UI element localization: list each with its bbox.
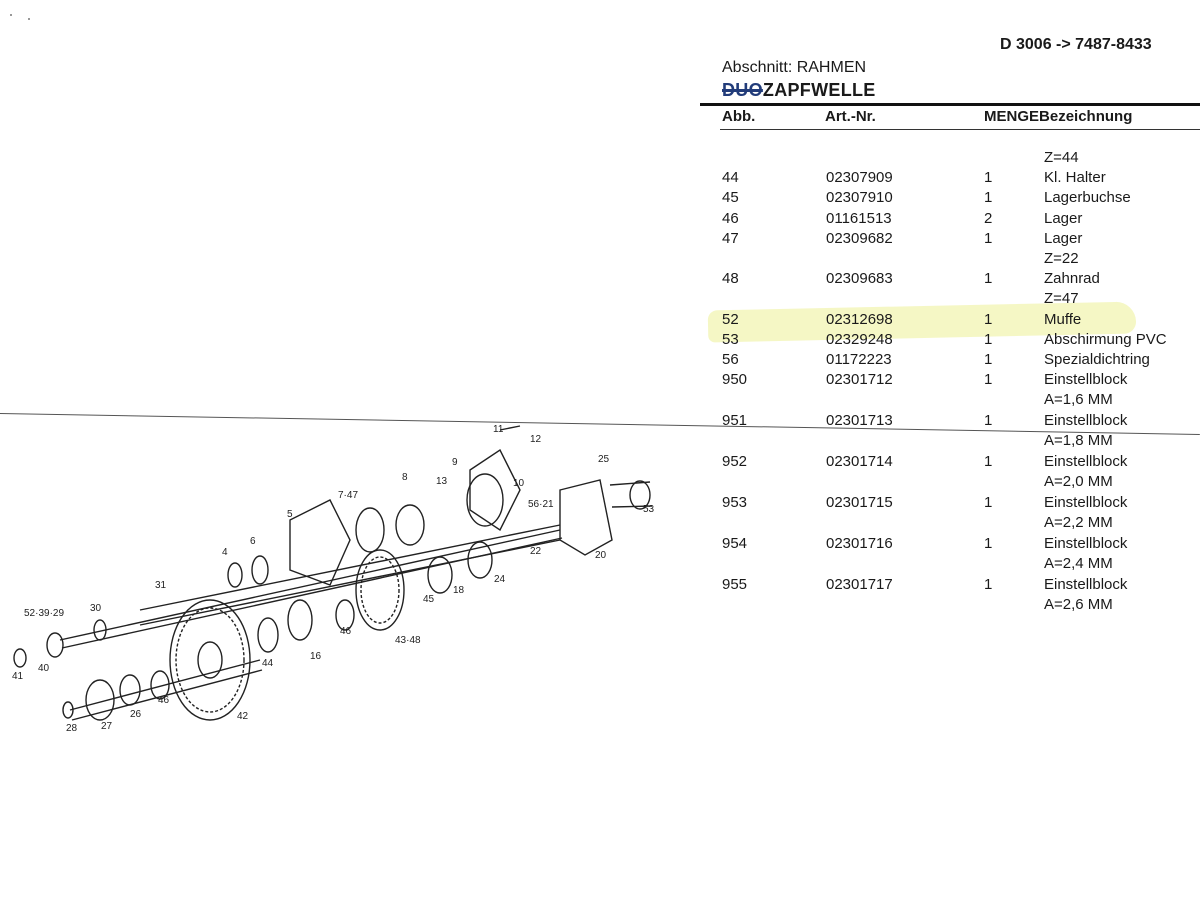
- cell-art: 02301713: [826, 411, 893, 429]
- part-label: 12: [530, 434, 542, 445]
- part-label: 28: [66, 723, 78, 734]
- part-label: 45: [423, 594, 435, 605]
- part-label: 22: [530, 546, 542, 557]
- cell-art: 02307910: [826, 189, 893, 207]
- cell-bez: Einstellblock: [1044, 493, 1128, 511]
- cell-bez: A=2,4 MM: [1044, 555, 1113, 573]
- cell-bez: Spezialdichtring: [1044, 351, 1150, 368]
- ring-26: [120, 675, 140, 705]
- cell-abb: 953: [722, 493, 748, 511]
- cell-bez: Einstellblock: [1044, 534, 1128, 552]
- cell-abb: 52: [722, 310, 739, 328]
- cell-art: 02312698: [826, 310, 893, 328]
- part-label: 52·39·29: [24, 608, 65, 619]
- housing-5: [290, 500, 350, 585]
- cell-abb: 951: [722, 411, 748, 429]
- part-label: 10: [513, 478, 525, 489]
- cell-menge: 1: [984, 270, 993, 288]
- cell-bez: A=1,8 MM: [1044, 432, 1113, 450]
- part-label: 24: [494, 574, 506, 585]
- part-label: 30: [90, 603, 102, 614]
- part-label: 4: [222, 547, 228, 558]
- subtitle-text: ZAPFWELLE: [762, 80, 876, 100]
- part-label: 18: [453, 585, 465, 596]
- cell-bez: Einstellblock: [1044, 371, 1128, 389]
- section-label: Abschnitt: RAHMEN: [722, 59, 867, 76]
- part-label: 46: [340, 626, 352, 637]
- cell-art: 02301716: [826, 534, 893, 552]
- part-label: 5: [287, 509, 293, 520]
- part-label: 26: [130, 709, 142, 720]
- cell-abb: 44: [722, 169, 739, 187]
- large-gear-teeth: [176, 608, 244, 712]
- cell-art: 01172223: [826, 351, 892, 368]
- cell-art: 02301714: [826, 452, 893, 470]
- exploded-gear-drawing: [0, 410, 680, 750]
- cell-bez: Muffe: [1044, 310, 1082, 328]
- cell-art: 02309682: [826, 229, 893, 247]
- part-label: 11: [493, 424, 504, 435]
- bearing-45: [428, 557, 452, 593]
- part-label: 8: [402, 472, 408, 483]
- cell-art: 01161513: [826, 209, 892, 227]
- part-label: 9: [452, 457, 458, 468]
- cell-abb: 48: [722, 270, 739, 288]
- cell-menge: 1: [984, 411, 993, 429]
- ring-4: [228, 563, 242, 587]
- bearing-8: [396, 505, 424, 545]
- cell-abb: 53: [722, 330, 739, 348]
- cell-menge: 1: [984, 229, 993, 247]
- cell-abb: 46: [722, 209, 739, 227]
- bearing-44: [258, 618, 278, 652]
- cell-bez: Lagerbuchse: [1044, 189, 1131, 207]
- column-header-menge: MENGE: [984, 108, 1040, 125]
- part-label: 42: [237, 711, 249, 722]
- cell-bez: Z=22: [1044, 250, 1079, 267]
- cell-art: 02301712: [826, 371, 893, 389]
- part-label: 7·47: [338, 490, 359, 501]
- struck-prefix: DUO: [722, 80, 763, 100]
- part-label: 6: [250, 536, 256, 547]
- cell-bez: Abschirmung PVC: [1044, 330, 1167, 348]
- part-label: 20: [595, 550, 607, 561]
- cover-10: [470, 450, 520, 530]
- gear-7-47: [356, 508, 384, 552]
- ring-41: [14, 649, 26, 667]
- cell-bez: A=2,6 MM: [1044, 596, 1113, 614]
- part-label: 31: [155, 580, 167, 591]
- cell-art: 02309683: [826, 270, 893, 288]
- cell-abb: 47: [722, 229, 739, 247]
- part-label: 41: [12, 671, 24, 682]
- cell-menge: 1: [984, 169, 993, 187]
- cell-bez: A=1,6 MM: [1044, 391, 1113, 409]
- cell-menge: 1: [984, 189, 993, 207]
- cell-art: 02301715: [826, 493, 893, 511]
- flange-20: [560, 480, 612, 555]
- cell-bez: Z=44: [1044, 149, 1079, 166]
- part-label: 53: [643, 504, 655, 515]
- part-label: 56·21: [528, 499, 554, 510]
- cell-menge: 1: [984, 452, 993, 470]
- column-header-bezeichnung: Bezeichnung: [1039, 108, 1133, 125]
- part-label: 27: [101, 721, 113, 732]
- cell-bez: Kl. Halter: [1044, 169, 1106, 187]
- part-label: 25: [598, 454, 610, 465]
- cell-menge: 1: [984, 575, 993, 593]
- cell-bez: Lager: [1044, 229, 1083, 247]
- cell-art: 02301717: [826, 575, 893, 593]
- sleeve-52: [47, 633, 63, 657]
- cell-abb: 950: [722, 371, 748, 389]
- cell-bez: A=2,0 MM: [1044, 473, 1113, 491]
- gear-43-48-teeth: [361, 557, 399, 623]
- cell-abb: 954: [722, 534, 748, 552]
- cell-menge: 1: [984, 310, 993, 328]
- cell-abb: 955: [722, 575, 748, 593]
- cell-menge: 1: [984, 351, 993, 368]
- cell-bez: Lager: [1044, 209, 1083, 227]
- cell-bez: A=2,2 MM: [1044, 514, 1113, 532]
- cell-menge: 1: [984, 330, 993, 348]
- ring-9: [467, 474, 503, 526]
- cell-menge: 1: [984, 371, 993, 389]
- cell-menge: 1: [984, 534, 993, 552]
- cell-art: 02329248: [826, 330, 893, 348]
- part-label: 16: [310, 651, 322, 662]
- column-header-abb: Abb.: [722, 108, 756, 125]
- cell-abb: 45: [722, 189, 739, 207]
- cell-menge: 2: [984, 209, 993, 227]
- part-label: 40: [38, 663, 50, 674]
- cell-bez: Einstellblock: [1044, 575, 1128, 593]
- part-label: 44: [262, 658, 274, 669]
- cell-bez: Zahnrad: [1044, 270, 1100, 288]
- cell-abb: 56: [722, 351, 739, 368]
- part-label: 43·48: [395, 635, 421, 646]
- part-label: 46: [158, 695, 170, 706]
- cell-abb: 952: [722, 452, 748, 470]
- cell-bez: Einstellblock: [1044, 411, 1128, 429]
- column-header-art: Art.-Nr.: [825, 108, 876, 125]
- cell-bez: Z=47: [1044, 290, 1079, 308]
- gear-16: [288, 600, 312, 640]
- page-code: D 3006 -> 7487-8433: [1000, 36, 1152, 53]
- large-gear: [170, 600, 250, 720]
- cell-art: 02307909: [826, 169, 893, 187]
- ring-6: [252, 556, 268, 584]
- cell-menge: 1: [984, 493, 993, 511]
- part-label: 13: [436, 476, 448, 487]
- lower-shaft: [70, 660, 262, 720]
- cell-bez: Einstellblock: [1044, 452, 1128, 470]
